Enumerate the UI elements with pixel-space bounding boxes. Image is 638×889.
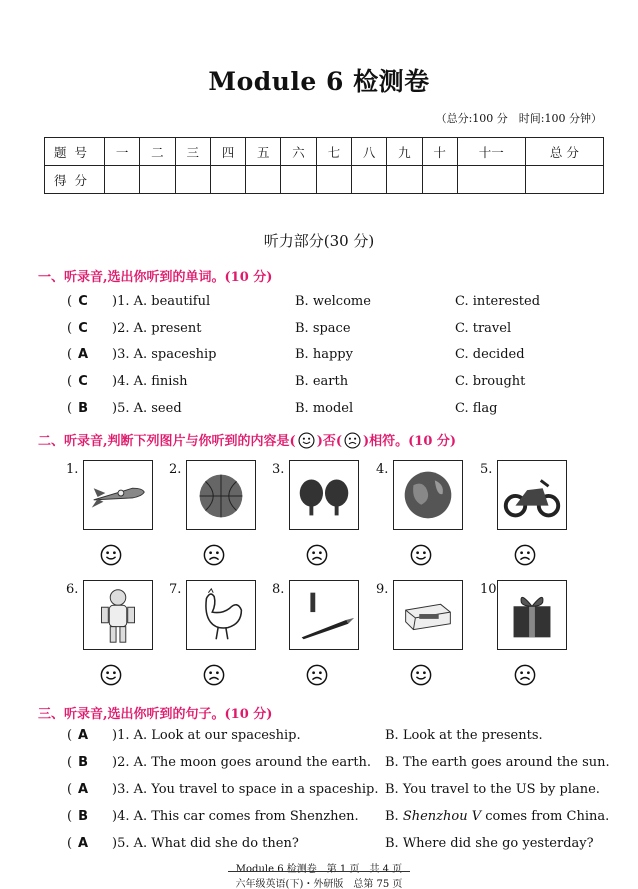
question-number-label: 题号: [45, 138, 105, 166]
footer-book-info: 六年级英语(下)・外研版 总第 75 页: [235, 879, 403, 889]
score-column: 十一: [457, 138, 525, 166]
section3-item: ( B )2. A. The moon goes around the earth. B. The earth goes around the sun.: [67, 755, 610, 770]
smile-face-icon: [298, 432, 315, 449]
score-cell: [246, 166, 281, 194]
picture-number: 1.: [66, 462, 79, 477]
score-column: 二: [140, 138, 175, 166]
listening-part-title: 听力部分(30 分): [263, 232, 375, 250]
option-c: C. flag: [455, 401, 498, 416]
option-a: )3. A. spaceship: [112, 347, 217, 362]
section2-title-part: )相符。(10 分): [363, 434, 457, 449]
answer: A: [78, 836, 89, 851]
gift-icon: [497, 580, 567, 650]
score-table-header-row: [45, 138, 604, 166]
smile-face-icon: [100, 664, 122, 686]
section1-item: ( A )3. A. spaceship B. happy C. decided: [67, 347, 525, 362]
frown-face-icon: [306, 544, 328, 566]
option-c: C. decided: [455, 347, 525, 362]
option-b-text: B.: [385, 809, 403, 824]
option-c: C. interested: [455, 294, 541, 309]
smile-face-icon: [100, 544, 122, 566]
section2-title-part: )否(: [316, 434, 342, 449]
cake-icon: [393, 580, 463, 650]
option-b: B. earth: [295, 374, 349, 389]
score-cell: [140, 166, 175, 194]
section1-item: ( B )5. A. seed B. model C. flag: [67, 401, 498, 416]
option-b: B. Where did she go yesterday?: [385, 836, 594, 851]
section1-item: ( C )4. A. finish B. earth C. brought: [67, 374, 526, 389]
frown-face-icon: [203, 664, 225, 686]
section3-item: ( A )1. A. Look at our spaceship. B. Look at the presents.: [67, 728, 543, 743]
option-b: B. welcome: [295, 294, 371, 309]
score-cell: [316, 166, 351, 194]
score-cell: [351, 166, 386, 194]
answer: B: [78, 755, 89, 770]
option-a: )1. A. beautiful: [112, 294, 211, 309]
total-score-time: （总分:100 分 时间:100 分钟）: [435, 112, 602, 125]
score-column: 六: [281, 138, 316, 166]
option-a: )2. A. present: [112, 321, 202, 336]
option-a: )5. A. What did she do then?: [112, 836, 299, 851]
section3-title: 三、听录音,选出你听到的句子。(10 分): [38, 707, 273, 722]
score-cell: [105, 166, 140, 194]
frown-face-icon: [514, 544, 536, 566]
score-cell: [525, 166, 603, 194]
score-cell: [175, 166, 210, 194]
section2-title-part: 二、听录音,判断下列图片与你听到的内容是(: [38, 434, 296, 449]
ball-icon: [186, 460, 256, 530]
option-c: C. brought: [455, 374, 526, 389]
trees-icon: [289, 460, 359, 530]
picture-number: 8.: [272, 582, 285, 597]
smile-face-icon: [410, 544, 432, 566]
rocket-icon: [83, 460, 153, 530]
option-b: B. You travel to the US by plane.: [385, 782, 600, 797]
option-b: B. The earth goes around the sun.: [385, 755, 610, 770]
answer: B: [78, 809, 89, 824]
motorbike-icon: [497, 460, 567, 530]
option-b: B. model: [295, 401, 354, 416]
frown-face-icon: [203, 544, 225, 566]
option-b-text: comes from China.: [481, 809, 610, 824]
picture-number: 3.: [272, 462, 285, 477]
score-column: 十: [422, 138, 457, 166]
option-a: )3. A. You travel to space in a spaceship.: [112, 782, 379, 797]
option-b: B. happy: [295, 347, 353, 362]
picture-number: 2.: [169, 462, 182, 477]
option-b: B. Look at the presents.: [385, 728, 543, 743]
section3-item: ( B )4. A. This car comes from Shenzhen. B. Shenzhou V comes from China.: [67, 809, 610, 824]
score-column: 九: [387, 138, 422, 166]
section3-item: ( A )5. A. What did she do then? B. Where did she go yesterday?: [67, 836, 594, 851]
answer: C: [78, 321, 88, 336]
score-cell: [281, 166, 316, 194]
section3-item: ( A )3. A. You travel to space in a spaceship. B. You travel to the US by plane.: [67, 782, 600, 797]
option-b: B. space: [295, 321, 351, 336]
answer: C: [78, 294, 88, 309]
answer: B: [78, 401, 89, 416]
option-a: )4. A. finish: [112, 374, 188, 389]
score-column: 三: [175, 138, 210, 166]
answer: C: [78, 374, 88, 389]
score-label: 得分: [45, 166, 105, 194]
answer: A: [78, 347, 89, 362]
answer: A: [78, 782, 89, 797]
score-table-score-row: [45, 166, 604, 194]
section1-item: ( C )1. A. beautiful B. welcome C. interested: [67, 294, 541, 309]
smile-face-icon: [410, 664, 432, 686]
picture-number: 6.: [66, 582, 79, 597]
score-table: [44, 137, 604, 194]
score-column: 八: [351, 138, 386, 166]
option-c: C. travel: [455, 321, 512, 336]
option-a: )2. A. The moon goes around the earth.: [112, 755, 372, 770]
picture-number: 7.: [169, 582, 182, 597]
score-column: 七: [316, 138, 351, 166]
page-title: Module 6 检测卷: [208, 67, 430, 96]
option-b: [385, 809, 609, 824]
score-column: 五: [246, 138, 281, 166]
rooster-icon: [186, 580, 256, 650]
frown-face-icon: [306, 664, 328, 686]
pen-icon: [289, 580, 359, 650]
section1-title: 一、听录音,选出你听到的单词。(10 分): [38, 270, 273, 285]
frown-face-icon: [344, 432, 361, 449]
score-column: 一: [105, 138, 140, 166]
option-a: )4. A. This car comes from Shenzhen.: [112, 809, 359, 824]
score-column-total: 总 分: [525, 138, 603, 166]
answer: A: [78, 728, 89, 743]
astronaut-icon: [83, 580, 153, 650]
option-a: )1. A. Look at our spaceship.: [112, 728, 301, 743]
option-b-italic: Shenzhou V: [402, 809, 482, 824]
picture-number: 10.: [480, 582, 501, 597]
score-cell: [457, 166, 525, 194]
footer-divider: [228, 871, 410, 872]
score-cell: [422, 166, 457, 194]
picture-number: 5.: [480, 462, 493, 477]
picture-number: 9.: [376, 582, 389, 597]
footer-page-info: Module 6 检测卷 第 1 页 共 4 页: [235, 864, 403, 875]
score-cell: [387, 166, 422, 194]
picture-number: 4.: [376, 462, 389, 477]
frown-face-icon: [514, 664, 536, 686]
option-a: )5. A. seed: [112, 401, 182, 416]
score-cell: [210, 166, 245, 194]
section1-item: ( C )2. A. present B. space C. travel: [67, 321, 512, 336]
section2-title: [38, 430, 456, 449]
score-column: 四: [210, 138, 245, 166]
earth-icon: [393, 460, 463, 530]
